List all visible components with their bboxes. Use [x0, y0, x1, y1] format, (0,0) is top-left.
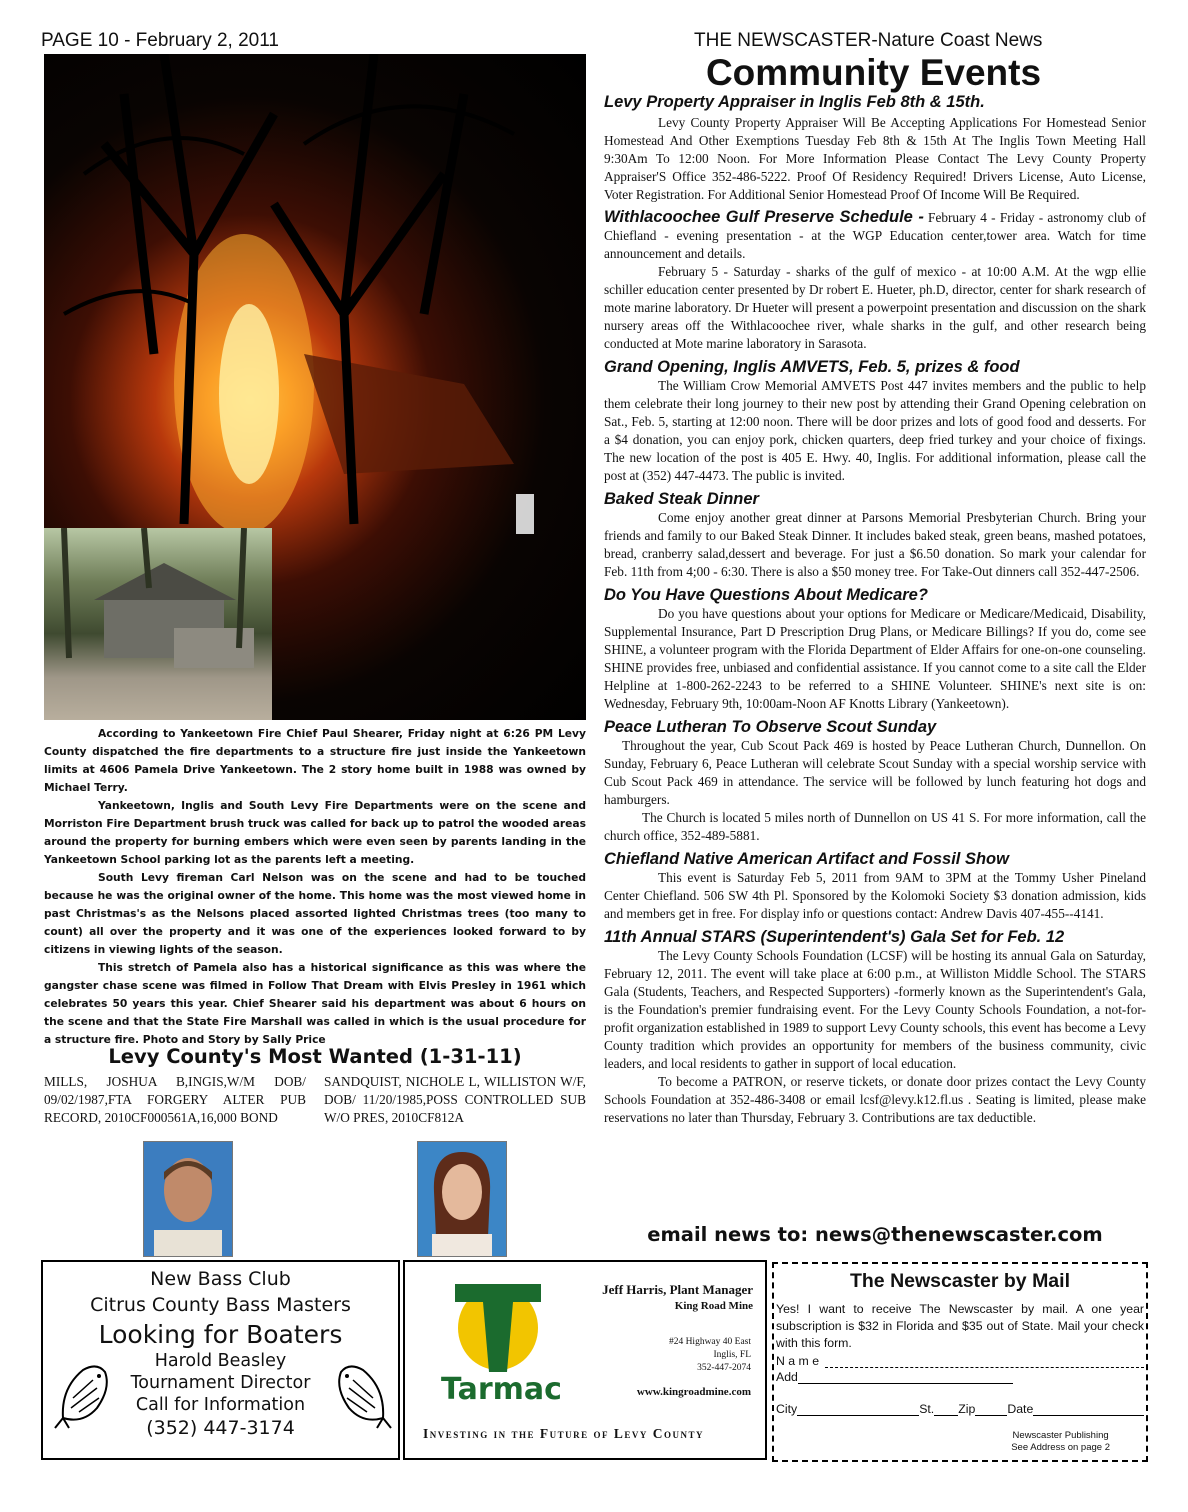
- date-field[interactable]: [1033, 1402, 1144, 1416]
- publisher-name: Newscaster Publishing: [1012, 1430, 1109, 1441]
- most-wanted-heading: Levy County's Most Wanted (1-31-11): [108, 1045, 522, 1068]
- tarmac-url: www.kingroadmine.com: [636, 1386, 751, 1398]
- fire-story-paragraph: South Levy fireman Carl Nelson was on the scene and had to be touched because he was the original owner of the home. This home was the most viewed home in past Christmas's as the Nelsons placed assorted lighted Christmas trees (too many to count) all over the property and it was one of the experiences looked forward to by citizens in viewing lights of the season.: [44, 871, 586, 956]
- mail-form-text: Yes! I want to receive The Newscaster by mail. A one year subscription is $32 in Florida and $35 out of State. Mail your check with this form.: [776, 1302, 1144, 1350]
- bass-ad-line: Harold Beasley: [154, 1351, 287, 1371]
- event-body-appraiser: Levy County Property Appraiser Will Be Accepting Applications For Homestead Senior Homestead And Other Exemptions Tuesday Feb 8th & 15th At The Inglis Town Meeting Hall 9:30Am To 12:00 Noon. For More Information Please Contact The Levy County Property Appraiser'S Office 352-486-5222. Proof Of Residency Required! Drivers License, Auto License, Voter Registration. For Additional Senior Homestead Proof Of Income Will Be Required.: [604, 115, 1146, 202]
- bass-ad-phone: (352) 447-3174: [146, 1417, 295, 1439]
- bass-club-ad: [41, 1260, 400, 1460]
- event-lead-withlacoochee: February 4 - Friday - astronomy club of Chiefland - evening presentation - at the WGP Education center,tower area. Watch for time announcement and details.: [604, 210, 1146, 261]
- event-body-gala: The Levy County Schools Foundation (LCSF) will be hosting its annual Gala on Saturday, February 12, 2011. The event will take place at 6:00 p.m., at Williston Middle School. The STARS Gala (Students, Teachers, and Respected Supporters) -formerly known as the Superintendent's Gala, is the Foundation's premier fundraising event. For the Levy County Schools Foundation, a not-for-profit organization established in 1989 to support Levy County schools, this event has become a Levy County tradition which provides an opportunity for members of the business community, civic leaders, and local residents to gather in support of local education.: [604, 948, 1146, 1071]
- tarmac-mine: King Road Mine: [674, 1300, 753, 1312]
- zip-label: Zip: [958, 1402, 976, 1416]
- bass-ad-line: Tournament Director: [130, 1373, 311, 1393]
- house-before-photo: [44, 528, 272, 720]
- event-heading-fossil: Chiefland Native American Artifact and Fossil Show: [604, 850, 1009, 868]
- state-label: St.: [919, 1402, 935, 1416]
- event-heading-steak: Baked Steak Dinner: [604, 490, 759, 508]
- mail-form-footer: [1011, 1430, 1110, 1454]
- mugshot-mills-illustration: [144, 1142, 232, 1256]
- state-field[interactable]: [934, 1402, 958, 1416]
- event-body-medicare: Do you have questions about your options for Medicare or Medicare/Medicaid, Disability, Supplemental Insurance, Part D Prescription Drug Plans, or Medicare Billings? If you do, come see SHINE, a volunteer program with the Florida Department of Elder Affairs for one-on-one counseling. SHINE provides free, unbiased and confidential assistance. If you cannot come to a site call the Elder Helpline at 1-800-262-2243 to be referred to a SHINE Volunteer. SHINE's next site is on: Wednesday, February 9th, 10:00am-Noon AF Knotts Library (Yankeetown).: [604, 606, 1146, 711]
- bass-ad-line: New Bass Club: [150, 1268, 291, 1290]
- tarmac-address-line: Inglis, FL: [713, 1350, 751, 1360]
- tarmac-contact: Jeff Harris, Plant Manager: [602, 1282, 753, 1297]
- mugshot-sandquist-illustration: [418, 1142, 506, 1256]
- event-body-fossil: This event is Saturday Feb 5, 2011 from 9AM to 3PM at the Tommy Usher Pineland Center Chiefland. 506 SW 4th Pl. Sponsored by the Kolomoki Society $3 donation admission, kids and members get in free. For display info or questions contact: Andrew Davis 407-455--4141.: [604, 870, 1146, 921]
- wanted-entry-sandquist: SANDQUIST, NICHOLE L, WILLISTON W/F, DOB/ 11/20/1985,POSS CONTROLLED SUB W/O PRES, 2010CF812A: [324, 1074, 586, 1125]
- bass-ad-line: Citrus County Bass Masters: [90, 1294, 351, 1316]
- name-label: N a m e: [776, 1354, 820, 1368]
- fire-story-paragraph: According to Yankeetown Fire Chief Paul Shearer, Friday night at 6:26 PM Levy County dispatched the fire departments to a structure fire just inside the Yankeetown limits at 4606 Pamela Drive Yankeetown. The 2 story home built in 1988 was owned by Michael Terry.: [44, 727, 586, 794]
- tarmac-brand: Tarmac: [441, 1372, 562, 1407]
- bass-fish-icon: [329, 1358, 393, 1430]
- bass-ad-line: Call for Information: [135, 1395, 306, 1415]
- tarmac-ad: [403, 1260, 767, 1460]
- event-heading-appraiser: Levy Property Appraiser in Inglis Feb 8th & 15th.: [604, 93, 985, 111]
- wanted-entry-mills: MILLS, JOSHUA B,INGIS,W/M DOB/ 09/02/1987,FTA FORGERY ALTER PUB RECORD, 2010CF000561A,16,000 BOND: [44, 1074, 306, 1125]
- zip-field[interactable]: [975, 1402, 1007, 1416]
- event-body-scout: The Church is located 5 miles north of Dunnellon on US 41 S. For more information, call the church office, 352-489-5881.: [604, 810, 1146, 843]
- mugshot-sandquist: [417, 1141, 507, 1257]
- event-body-amvets: The William Crow Memorial AMVETS Post 447 invites members and the public to help them celebrate their long journey to their new post by attending their Grand Opening celebration on Sat., Feb. 5, starting at 12:00 noon. There will be door prizes and lots of good food and desserts. For a $4 donation, you can enjoy pork, chicken quarters, deep fried turkey and your choice of fixings. The new location of the post is 405 E. Hwy. 40, Inglis. For additional information, please call the post at (352) 447-4473. The public is invited.: [604, 378, 1146, 483]
- tarmac-logo-icon: [455, 1284, 541, 1372]
- tarmac-address-line: #24 Highway 40 East: [668, 1337, 751, 1347]
- city-field[interactable]: [797, 1402, 919, 1416]
- event-heading-scout: Peace Lutheran To Observe Scout Sunday: [604, 718, 937, 736]
- house-before-illustration: [44, 528, 272, 720]
- tarmac-tagline: Investing in the Future of Levy County: [423, 1426, 705, 1441]
- name-field[interactable]: [825, 1354, 1144, 1368]
- mail-address-row: [776, 1370, 1144, 1384]
- page-title: Community Events: [705, 52, 1042, 93]
- page-number-date: PAGE 10 - February 2, 2011: [41, 30, 279, 51]
- fire-story-paragraph: This stretch of Pamela also has a historical significance as this was where the gangster chase scene was filmed in Follow That Dream with Elvis Presley in 1961 which celebrates 50 years this year. Chief Shearer said his department was about 6 hours on the scene and that the State Fire Marshall was called in which is the usual procedure for a structure fire. Photo and Story by Sally Price: [44, 961, 586, 1046]
- community-events-column: [604, 92, 1146, 1127]
- city-label: City: [776, 1402, 798, 1416]
- event-heading-medicare: Do You Have Questions About Medicare?: [604, 586, 928, 604]
- tarmac-phone: 352-447-2074: [697, 1363, 751, 1373]
- mail-city-row: [776, 1402, 1144, 1416]
- event-heading-withlacoochee: Withlacoochee Gulf Preserve Schedule -: [604, 208, 924, 226]
- mail-form-title: The Newscaster by Mail: [849, 1270, 1070, 1292]
- event-body-withlacoochee: February 5 - Saturday - sharks of the gulf of mexico - at 10:00 A.M. At the wgp ellie schiller education center presented by Dr robert E. Hueter, ph.D, director, center for shark research of mote marine laboratory. Dr Hueter will present a powerpoint presentation and discussion on the shark nursery areas off the Withlacoochee river, whale sharks in the gulf, and other research being conducted at Mote marine laboratory in Sarasota.: [604, 264, 1146, 351]
- publisher-address-note: See Address on page 2: [1011, 1442, 1110, 1453]
- event-body-scout: Throughout the year, Cub Scout Pack 469 is hosted by Peace Lutheran Church, Dunnellon. On Sunday, February 6, Peace Lutheran will celebrate Scout Sunday with a special worship service with Cub Scout Pack 469 in attendance. The service will be followed by lunch featuring hot dogs and hamburgers.: [604, 738, 1146, 807]
- email-news-banner: email news to: news@thenewscaster.com: [647, 1223, 1103, 1246]
- bass-fish-icon: [53, 1358, 117, 1430]
- bass-ad-headline: Looking for Boaters: [98, 1320, 343, 1349]
- paper-name: THE NEWSCASTER-Nature Coast News: [694, 30, 1043, 51]
- fire-story: [44, 725, 586, 1049]
- event-withlacoochee: [604, 208, 1146, 263]
- tarmac-address: [669, 1336, 751, 1375]
- event-body-steak: Come enjoy another great dinner at Parsons Memorial Presbyterian Church. Bring your friends and family to our Baked Steak Dinner. It includes baked steak, green beans, mashed potatoes, bread, cranberry salad,dessert and beverage. For just a $6.50 donation. So mark your calendar for Feb. 11th from 4;00 - 6:30. There is also a $50 money tree. For Take-Out dinners call 352-447-2506.: [604, 510, 1146, 579]
- address-field[interactable]: [798, 1370, 1013, 1384]
- date-label: Date: [1007, 1402, 1034, 1416]
- mail-name-row: [776, 1354, 1144, 1368]
- mail-subscription-form: [772, 1262, 1148, 1462]
- event-heading-amvets: Grand Opening, Inglis AMVETS, Feb. 5, prizes & food: [604, 358, 1020, 376]
- event-heading-gala: 11th Annual STARS (Superintendent's) Gala Set for Feb. 12: [604, 928, 1065, 946]
- mugshot-mills: [143, 1141, 233, 1257]
- address-label: Add: [776, 1370, 798, 1384]
- event-body-gala: To become a PATRON, or reserve tickets, or donate door prizes contact the Levy County Schools Foundation at 352-486-3408 or email lcsf@levy.k12.fl.us . Seating is limited, please make reservations no later than Thursday, February 3. Contributions are tax deductible.: [604, 1074, 1146, 1125]
- fire-story-paragraph: Yankeetown, Inglis and South Levy Fire Departments were on the scene and Morriston Fire Department brush truck was called for back up to patrol the wooded areas around the property for burning embers which were even seen by parents landing in the Yankeetown School parking lot as the parents left a meeting.: [44, 799, 586, 866]
